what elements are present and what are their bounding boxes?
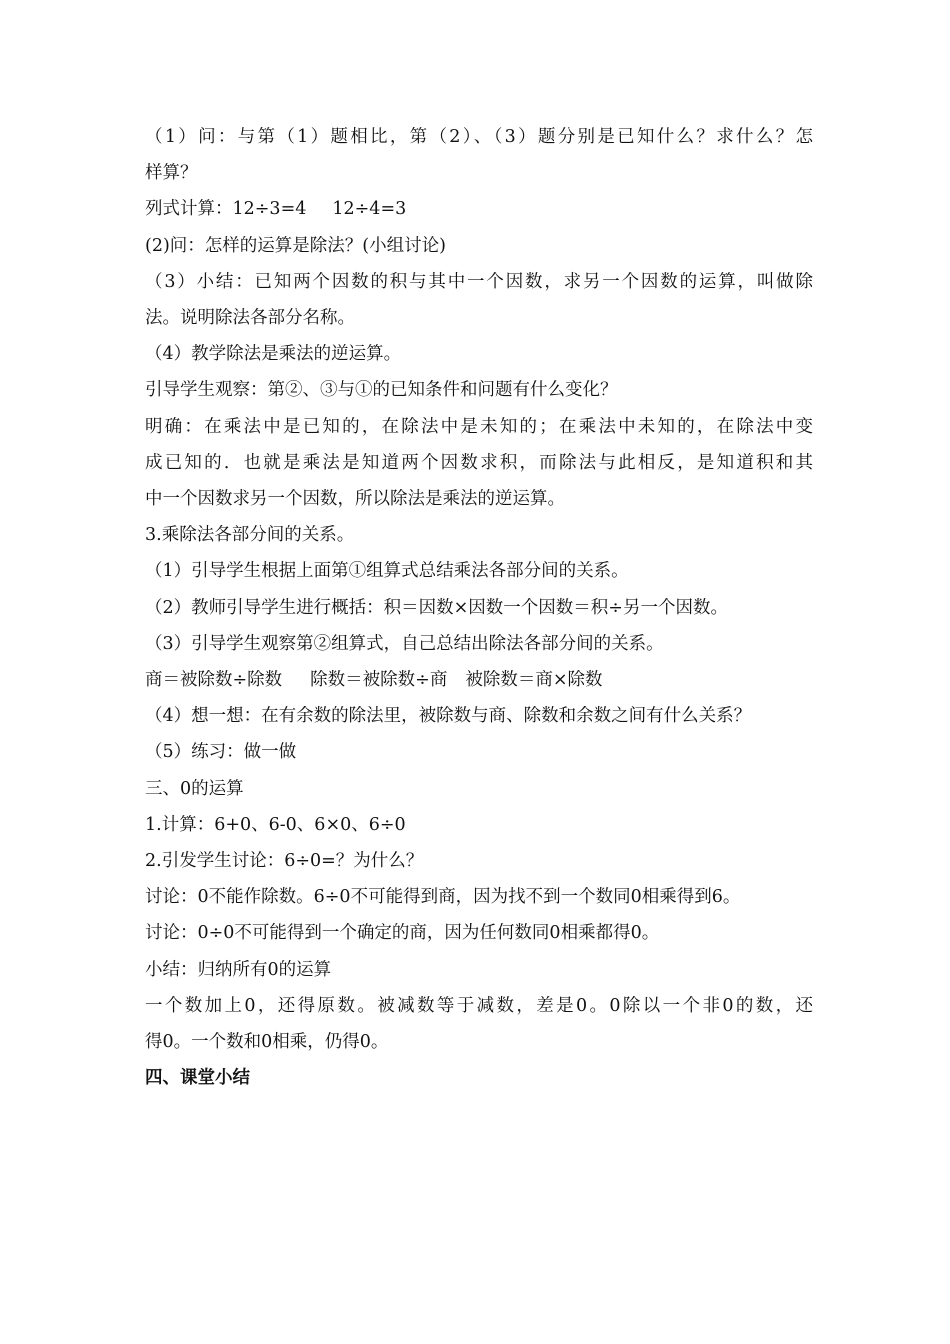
text-line: 小结：归纳所有0的运算 (145, 959, 332, 980)
text-line: 中一个因数求另一个因数，所以除法是乘法的逆运算。 (145, 489, 565, 510)
document-page (145, 119, 813, 1096)
text-line: 引导学生观察：第②、③与①的已知条件和问题有什么变化？ (145, 380, 618, 401)
text-line: 样算？ (145, 163, 198, 184)
formula-second: 12÷4=3 (332, 199, 407, 220)
text-line: 讨论：0÷0不可能得到一个确定的商，因为任何数同0相乘都得0。 (145, 923, 660, 944)
text-line: 得0。一个数和0相乘，仍得0。 (145, 1032, 389, 1053)
text-line: （4）想一想：在有余数的除法里，被除数与商、除数和余数之间有什么关系？ (145, 706, 752, 727)
text-line: 成已知的．也就是乘法是知道两个因数求积，而除法与此相反，是知道积和其 (145, 452, 813, 473)
text-line: 一个数加上0，还得原数。被减数等于减数，差是0。0除以一个非0的数，还 (145, 995, 813, 1016)
formula-label: 列式计算：12÷3=4 (145, 199, 307, 220)
text-line: 明确：在乘法中是已知的，在除法中是未知的；在乘法中未知的，在除法中变 (145, 416, 813, 437)
text-line: （1）问：与第（1）题相比，第（2）、（3）题分别是已知什么？求什么？怎 (145, 127, 813, 147)
text-line: （1）引导学生根据上面第①组算式总结乘法各部分间的关系。 (145, 561, 629, 582)
relation-part: 除数＝被除数÷商 (310, 670, 448, 691)
relation-part: 商＝被除数÷除数 (145, 670, 283, 691)
text-line: 讨论：0不能作除数。6÷0不可能得到商，因为找不到一个数同0相乘得到6。 (145, 887, 741, 908)
text-line: 1.计算：6+0、6-0、6×0、6÷0 (145, 814, 406, 835)
text-line: 3.乘除法各部分间的关系。 (145, 525, 355, 546)
section-heading: 四、课堂小结 (145, 1068, 250, 1089)
text-line: 法。说明除法各部分名称。 (145, 308, 355, 329)
text-line: (2)问：怎样的运算是除法？(小组讨论) (145, 235, 446, 256)
text-line: 2.引发学生讨论：6÷0=？为什么？ (145, 851, 424, 872)
text-line: （5）练习：做一做 (145, 742, 297, 763)
text-line: （3）引导学生观察第②组算式，自己总结出除法各部分间的关系。 (145, 633, 664, 654)
section-heading: 三、0的运算 (145, 778, 244, 799)
text-line: （4）教学除法是乘法的逆运算。 (145, 344, 402, 365)
text-line: （3）小结：已知两个因数的积与其中一个因数，求另一个因数的运算，叫做除 (145, 271, 813, 292)
relation-line (145, 662, 813, 698)
relation-part: 被除数＝商×除数 (465, 670, 603, 691)
text-line: （2）教师引导学生进行概括：积＝因数×因数一个因数＝积÷另一个因数。 (145, 597, 728, 618)
formula-line (145, 191, 813, 227)
